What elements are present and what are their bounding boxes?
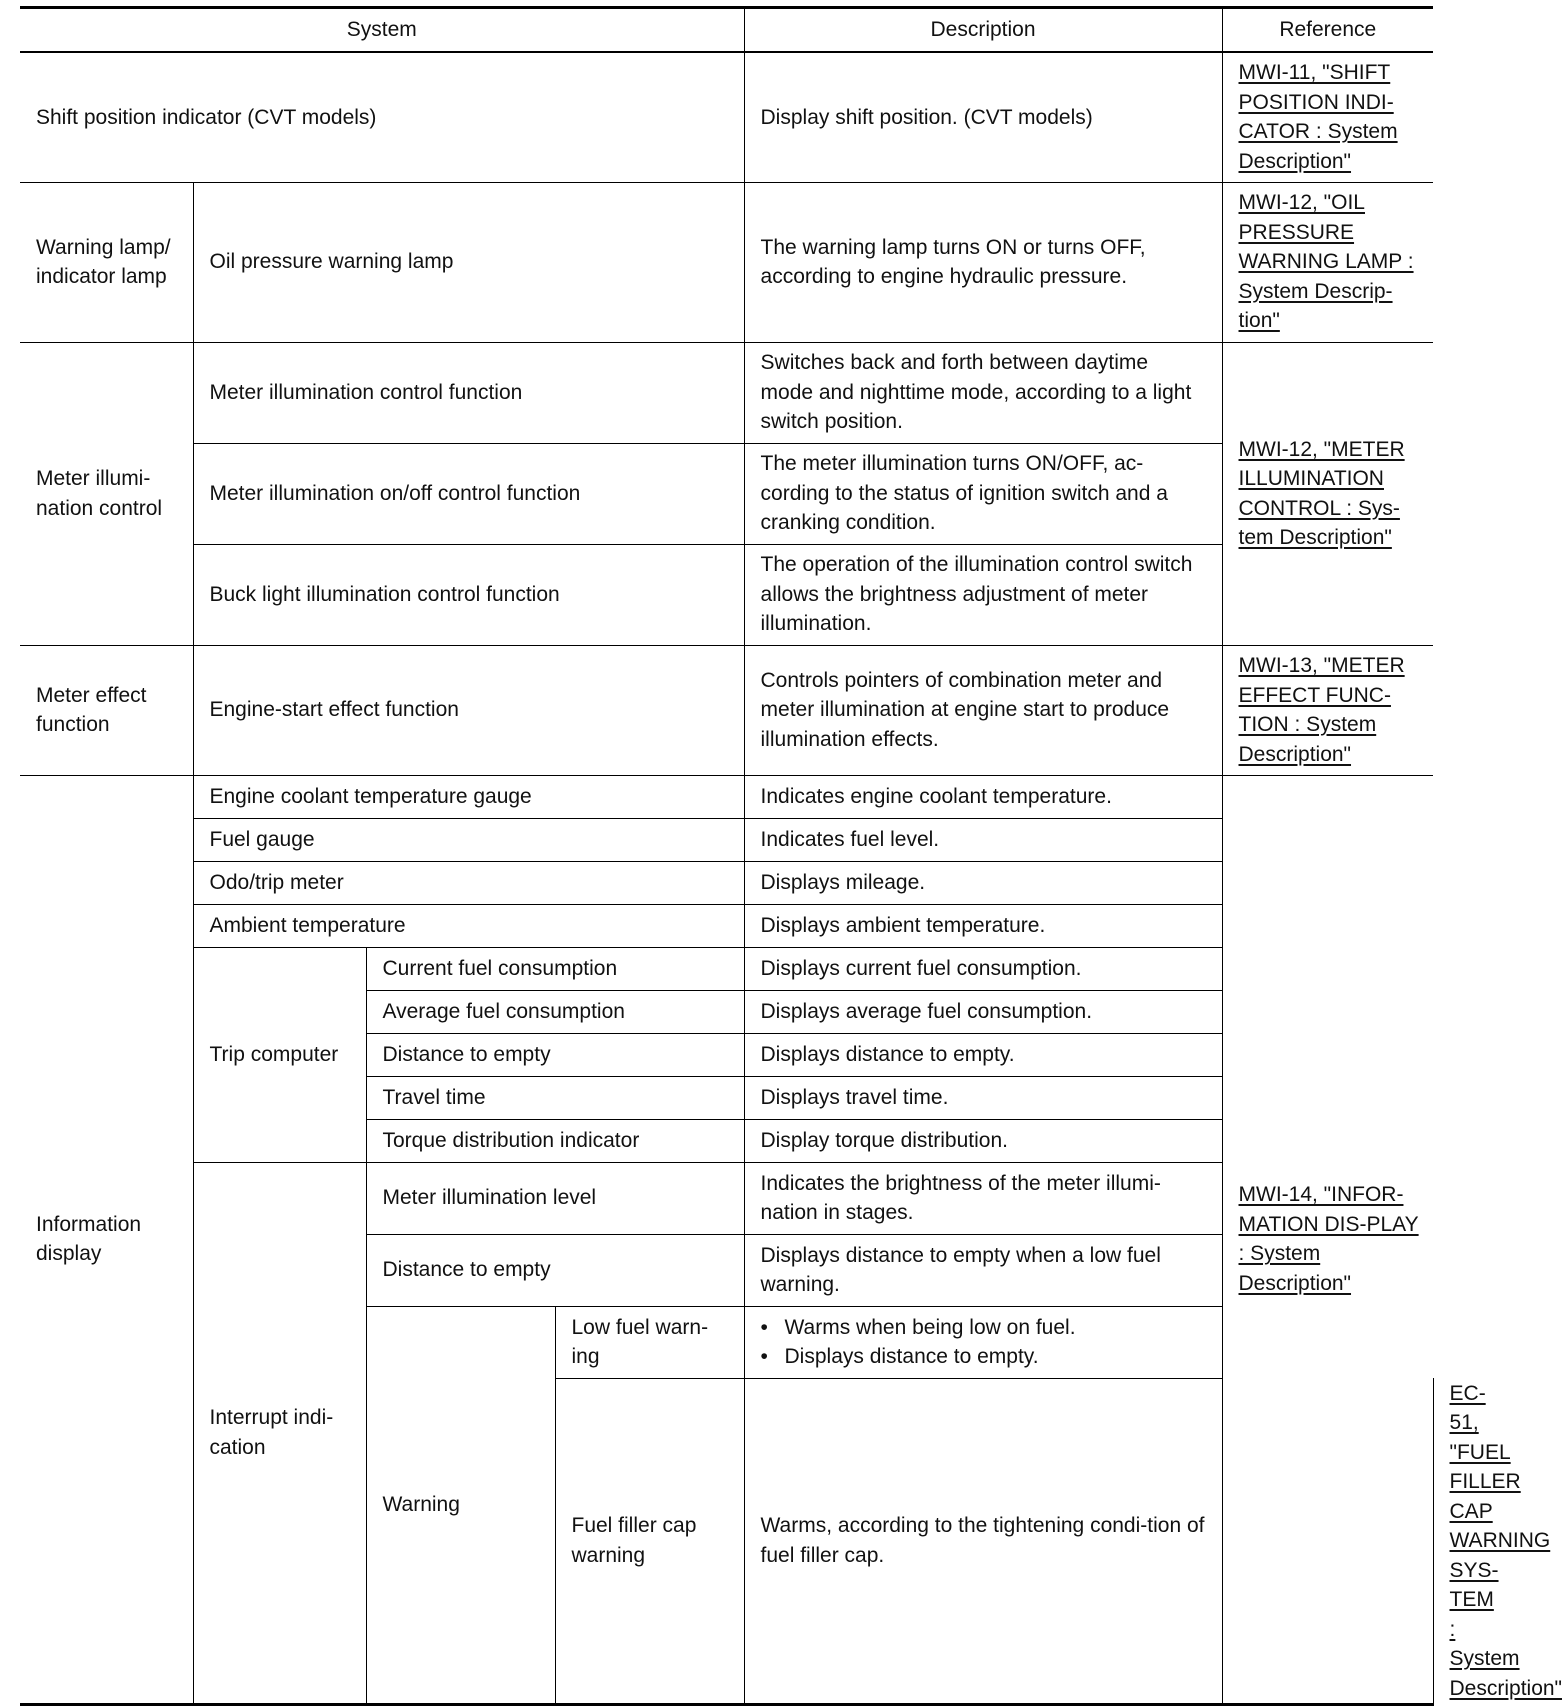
description-cell: Displays distance to empty when a low fuel warning. (744, 1234, 1222, 1306)
header-row (20, 8, 1433, 53)
system-reference-table-container (20, 6, 1562, 1706)
system-cell: Engine coolant temperature gauge (193, 775, 744, 818)
reference-cell (1222, 182, 1433, 342)
system-cell: Distance to empty (366, 1033, 744, 1076)
reference-cell (1222, 52, 1433, 182)
system-cell: Current fuel consumption (366, 947, 744, 990)
system-cell: Average fuel consumption (366, 990, 744, 1033)
reference-link[interactable]: MWI-13, "METER EFFECT FUNC-TION : System Description" (1238, 654, 1405, 766)
table-row (20, 544, 1433, 645)
description-cell: The meter illumination turns ON/OFF, ac-cording to the status of ignition switch and a cranking condition. (744, 443, 1222, 544)
description-cell: Displays current fuel consumption. (744, 947, 1222, 990)
system-cell: Ambient temperature (193, 904, 744, 947)
header-description: Description (744, 8, 1222, 53)
table-row (20, 443, 1433, 544)
group-cell: Warning lamp/ indicator lamp (20, 182, 193, 342)
subgroup-cell: Trip computer (193, 947, 366, 1162)
reference-cell (1222, 645, 1433, 775)
description-cell: Indicates the brightness of the meter illumi-nation in stages. (744, 1162, 1222, 1234)
description-cell: Displays travel time. (744, 1076, 1222, 1119)
description-cell: Displays distance to empty. (744, 1033, 1222, 1076)
reference-link[interactable]: MWI-12, "OIL PRESSURE WARNING LAMP : System Descrip-tion" (1238, 191, 1414, 333)
table-row (20, 52, 1433, 182)
reference-cell (1222, 775, 1433, 1705)
system-cell: Shift position indicator (CVT models) (20, 52, 744, 182)
description-cell: Switches back and forth between daytime mode and nighttime mode, according to a light switch position. (744, 342, 1222, 443)
subgroup-cell: Interrupt indi-cation (193, 1162, 366, 1705)
system-cell: Fuel filler cap warning (555, 1378, 744, 1705)
table-row (20, 947, 1433, 990)
table-row (20, 645, 1433, 775)
description-cell: Warms, according to the tightening condi-tion of fuel filler cap. (744, 1378, 1222, 1705)
description-cell: Indicates fuel level. (744, 818, 1222, 861)
bullet-item: • Displays distance to empty. (761, 1342, 1206, 1372)
reference-cell (1222, 342, 1433, 645)
system-cell: Distance to empty (366, 1234, 744, 1306)
system-cell: Torque distribution indicator (366, 1119, 744, 1162)
table-row (20, 182, 1433, 342)
description-cell: Displays mileage. (744, 861, 1222, 904)
system-cell: Fuel gauge (193, 818, 744, 861)
table-row (20, 342, 1433, 443)
reference-link[interactable]: MWI-12, "METER ILLUMINATION CONTROL : Sys-tem Description" (1238, 437, 1405, 549)
system-cell: Engine-start effect function (193, 645, 744, 775)
table-row (20, 775, 1433, 818)
system-cell: Oil pressure warning lamp (193, 182, 744, 342)
description-cell: Display torque distribution. (744, 1119, 1222, 1162)
header-reference: Reference (1222, 8, 1433, 53)
reference-link[interactable]: EC-51, "FUEL FILLER CAP WARNING SYS-TEM : System Description" (1449, 1381, 1562, 1700)
system-cell: Meter illumination on/off control function (193, 443, 744, 544)
group-cell: Meter effect function (20, 645, 193, 775)
description-cell: Displays ambient temperature. (744, 904, 1222, 947)
system-reference-table (20, 6, 1562, 1706)
description-cell: The warning lamp turns ON or turns OFF, according to engine hydraulic pressure. (744, 182, 1222, 342)
description-cell: Displays average fuel consumption. (744, 990, 1222, 1033)
system-cell: Low fuel warn-ing (555, 1306, 744, 1378)
reference-link[interactable]: MWI-14, "INFOR-MATION DIS-PLAY : System Description" (1238, 1183, 1419, 1295)
reference-link[interactable]: MWI-11, "SHIFT POSITION INDI-CATOR : System Description" (1238, 61, 1398, 173)
group-cell: Information display (20, 775, 193, 1705)
bullet-list (761, 1313, 1206, 1372)
description-cell: The operation of the illumination control switch allows the brightness adjustment of meter illumination. (744, 544, 1222, 645)
table-row (20, 861, 1433, 904)
bullet-item: • Warms when being low on fuel. (761, 1313, 1206, 1343)
system-cell: Odo/trip meter (193, 861, 744, 904)
table-row (20, 904, 1433, 947)
table-row (20, 818, 1433, 861)
warning-cell: Warning (366, 1306, 555, 1705)
header-system: System (20, 8, 744, 53)
system-cell: Meter illumination control function (193, 342, 744, 443)
system-cell: Meter illumination level (366, 1162, 744, 1234)
description-cell: Indicates engine coolant temperature. (744, 775, 1222, 818)
table-row (20, 1162, 1433, 1234)
description-cell: Controls pointers of combination meter and meter illumination at engine start to produce illumination effects. (744, 645, 1222, 775)
description-cell: Display shift position. (CVT models) (744, 52, 1222, 182)
description-cell (744, 1306, 1222, 1378)
system-cell: Travel time (366, 1076, 744, 1119)
group-cell: Meter illumi-nation control (20, 342, 193, 645)
system-cell: Buck light illumination control function (193, 544, 744, 645)
